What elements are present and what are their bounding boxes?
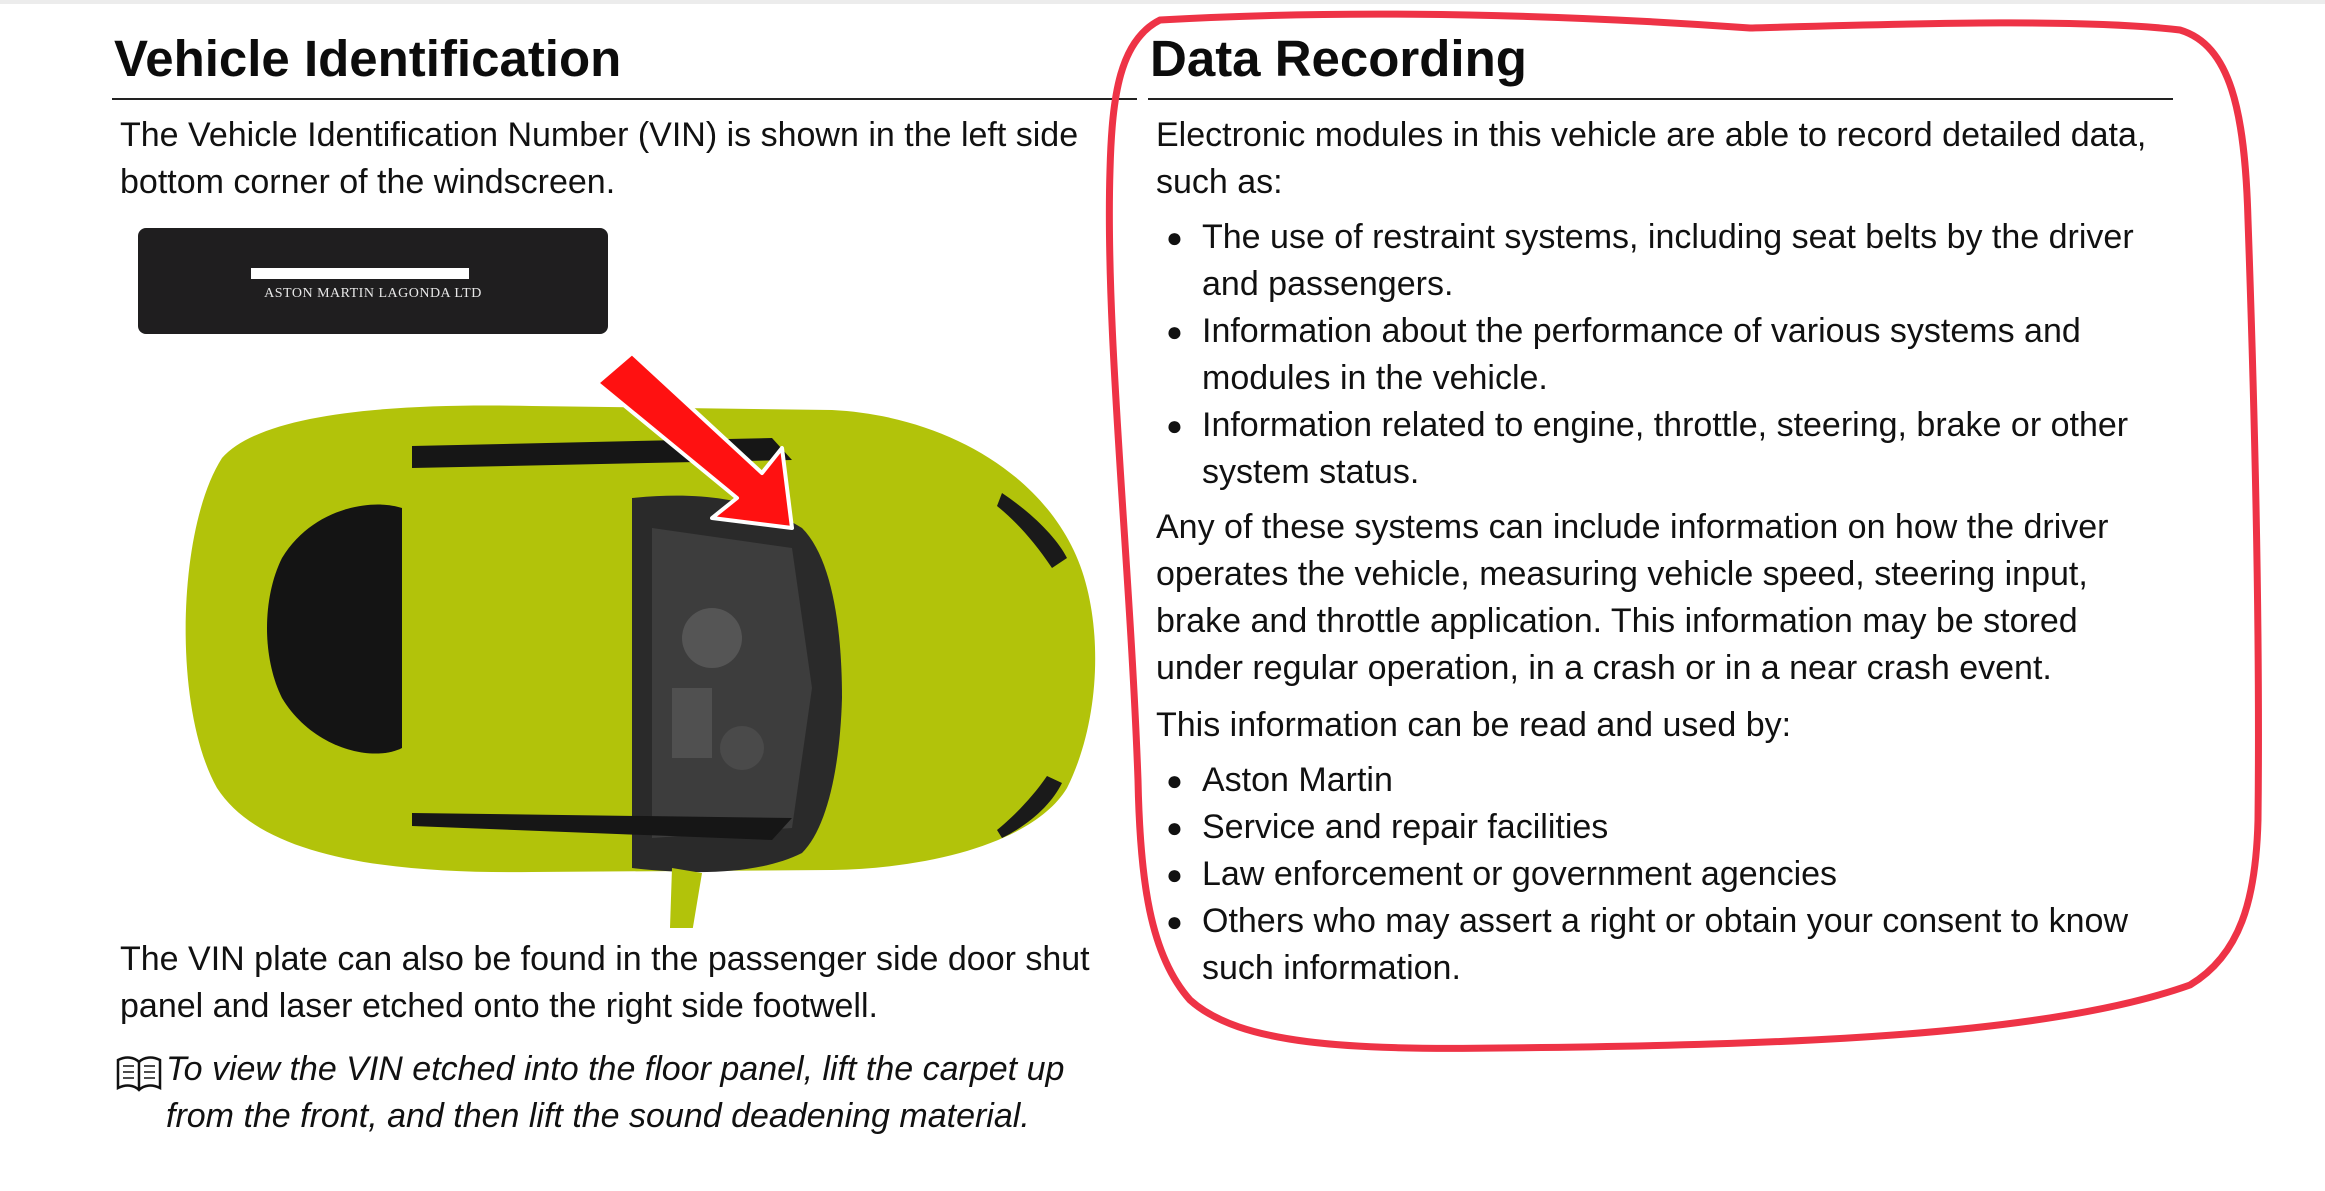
engine-detail (652, 528, 812, 838)
vin-plate-locations-text: The VIN plate can also be found in the passenger side door shut panel and laser etched onto the right side footwell. (120, 940, 1090, 1025)
vin-plate-text: ASTON MARTIN LAGONDA LTD (264, 286, 482, 301)
vin-location-text: The Vehicle Identification Number (VIN) is shown in the left side bottom corner of the windscreen. (120, 116, 1079, 201)
recorded-data-list (1148, 214, 2173, 496)
page-top-rule (0, 0, 2325, 4)
section-title: Data Recording (1148, 20, 2173, 100)
vin-plate-illustration (138, 228, 608, 334)
vin-location-figure (112, 228, 1137, 928)
book-icon (112, 1046, 166, 1094)
floor-panel-note (112, 1046, 1137, 1140)
list-item: ● Information about the performance of various systems and modules in the vehicle. (1166, 312, 2081, 397)
data-readers-list (1148, 757, 2173, 992)
side-mirror (670, 868, 702, 928)
readers-intro-text: This information can be read and used by: (1156, 706, 1792, 744)
engine-part (720, 726, 764, 770)
data-recording-intro: Electronic modules in this vehicle are able to record detailed data, such as: (1156, 116, 2147, 201)
data-recording-section (1148, 20, 2173, 992)
list-item: ● The use of restraint systems, including seat belts by the driver and passengers. (1166, 218, 2134, 303)
list-item: ● Others who may assert a right or obtain your consent to know such information. (1166, 902, 2129, 987)
list-item: ● Service and repair facilities (1166, 808, 1609, 846)
list-item: ● Law enforcement or government agencies (1166, 855, 1838, 893)
list-item: ● Information related to engine, throttle, steering, brake or other system status. (1166, 406, 2129, 491)
systems-info-text: Any of these systems can include information on how the driver operates the vehicle, measuring vehicle speed, steering input, brake and throttle application. This information may be stored under regular operation, in a crash or in a near crash event. (1156, 508, 2109, 687)
note-text: To view the VIN etched into the floor panel, lift the carpet up from the front, and then lift the sound deadening material. (166, 1050, 1065, 1135)
engine-part (672, 688, 712, 758)
section-title: Vehicle Identification (112, 20, 1137, 100)
list-item: ● Aston Martin (1166, 761, 1393, 799)
vehicle-identification-section (112, 20, 1137, 1140)
vin-plate-bar (251, 268, 469, 279)
engine-part (682, 608, 742, 668)
